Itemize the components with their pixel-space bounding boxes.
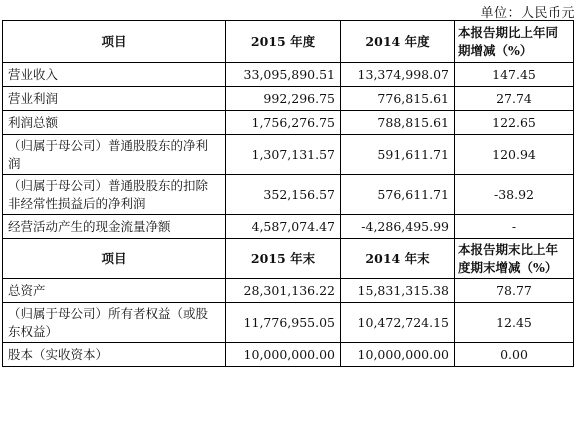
value-2015: 10,000,000.00: [226, 343, 341, 367]
value-2014: -4,286,495.99: [341, 215, 455, 239]
header-2014-end: 2014 年末: [341, 239, 455, 279]
header-yoy-change: 本报告期比上年同期增减（%）: [455, 21, 574, 63]
row-label: （归属于母公司）普通股股东的净利润: [3, 135, 226, 175]
value-change: -: [455, 215, 574, 239]
value-2014: 10,000,000.00: [341, 343, 455, 367]
row-label: 营业收入: [3, 63, 226, 87]
value-2014: 13,374,998.07: [341, 63, 455, 87]
value-2014: 10,472,724.15: [341, 303, 455, 343]
row-label: （归属于母公司）普通股股东的扣除非经常性损益后的净利润: [3, 175, 226, 215]
value-2015: 352,156.57: [226, 175, 341, 215]
row-label: 经营活动产生的现金流量净额: [3, 215, 226, 239]
value-change: -38.92: [455, 175, 574, 215]
value-2015: 1,756,276.75: [226, 111, 341, 135]
value-2015: 4,587,074.47: [226, 215, 341, 239]
header-item: 项目: [3, 239, 226, 279]
table-header-row-2: [3, 239, 574, 279]
value-2014: 15,831,315.38: [341, 279, 455, 303]
row-label: （归属于母公司）所有者权益（或股东权益）: [3, 303, 226, 343]
header-2015-year: 2015 年度: [226, 21, 341, 63]
row-label: 营业利润: [3, 87, 226, 111]
header-2015-end: 2015 年末: [226, 239, 341, 279]
table-row: [3, 63, 574, 87]
value-change: 0.00: [455, 343, 574, 367]
row-label: 利润总额: [3, 111, 226, 135]
table-row: [3, 215, 574, 239]
table-row: [3, 175, 574, 215]
value-2014: 576,611.71: [341, 175, 455, 215]
value-2015: 11,776,955.05: [226, 303, 341, 343]
value-2015: 992,296.75: [226, 87, 341, 111]
value-change: 27.74: [455, 87, 574, 111]
table-row: [3, 111, 574, 135]
header-item: 项目: [3, 21, 226, 63]
table-row: [3, 135, 574, 175]
row-label: 股本（实收资本）: [3, 343, 226, 367]
value-change: 120.94: [455, 135, 574, 175]
unit-label: 单位：人民币元: [480, 6, 575, 21]
financial-summary-table: [2, 20, 574, 367]
value-2015: 28,301,136.22: [226, 279, 341, 303]
value-2014: 776,815.61: [341, 87, 455, 111]
table-row: [3, 343, 574, 367]
value-change: 12.45: [455, 303, 574, 343]
value-change: 78.77: [455, 279, 574, 303]
value-2015: 1,307,131.57: [226, 135, 341, 175]
table-header-row-1: [3, 21, 574, 63]
value-2015: 33,095,890.51: [226, 63, 341, 87]
header-2014-year: 2014 年度: [341, 21, 455, 63]
value-change: 147.45: [455, 63, 574, 87]
table-row: [3, 303, 574, 343]
table-row: [3, 279, 574, 303]
value-2014: 788,815.61: [341, 111, 455, 135]
header-period-end-change: 本报告期末比上年度期末增减（%）: [455, 239, 574, 279]
value-change: 122.65: [455, 111, 574, 135]
value-2014: 591,611.71: [341, 135, 455, 175]
row-label: 总资产: [3, 279, 226, 303]
table-row: [3, 87, 574, 111]
